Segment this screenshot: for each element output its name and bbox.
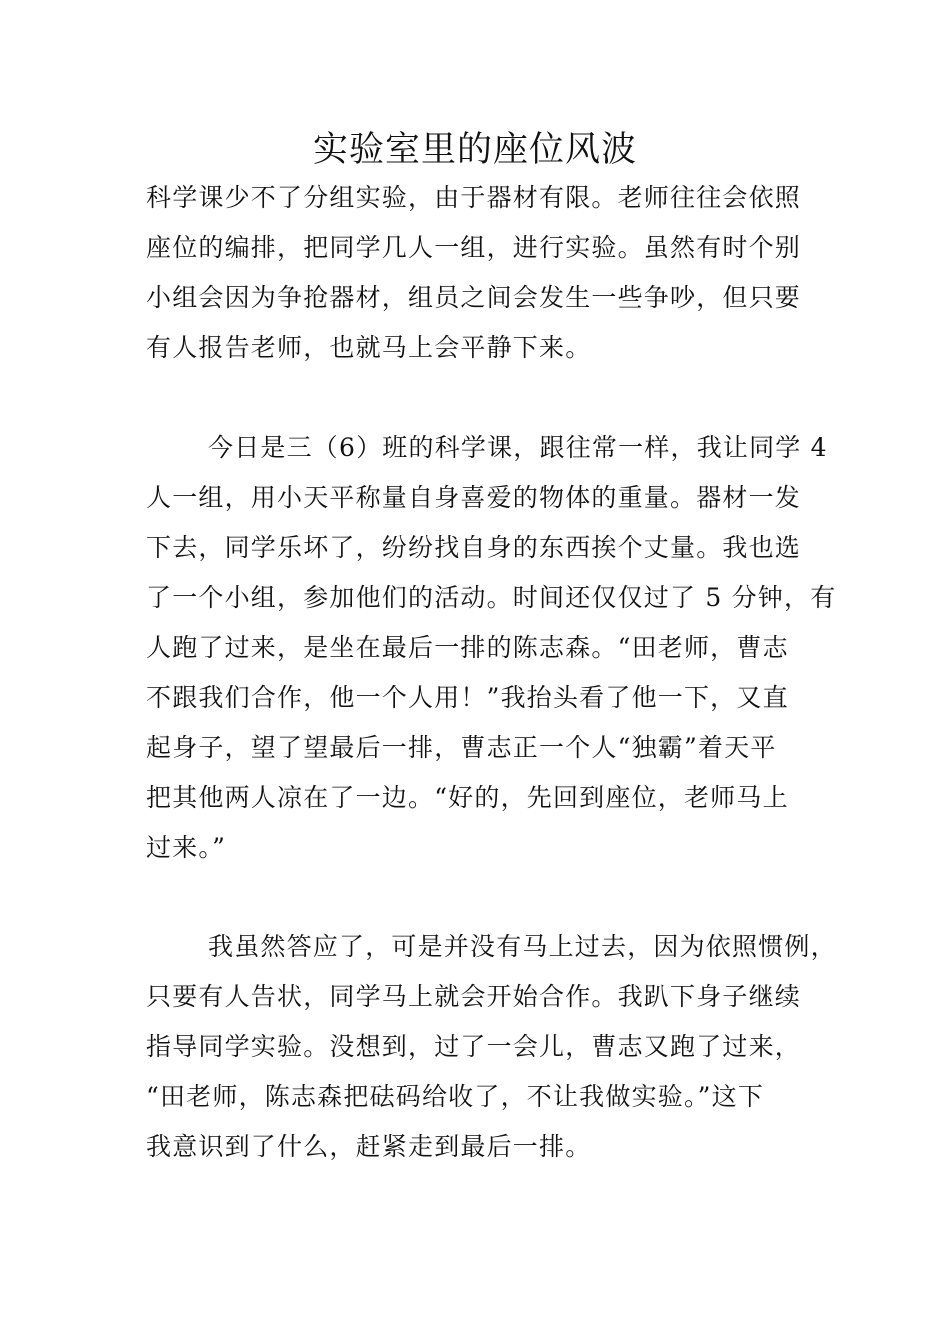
paragraph-line: 有人报告老师，也就马上会平静下来。	[146, 333, 592, 362]
paragraph-line: 科学课少不了分组实验，由于器材有限。老师往往会依照	[146, 183, 802, 212]
document-title: 实验室里的座位风波	[312, 130, 637, 170]
paragraph-line: 了一个小组，参加他们的活动。时间还仅仅过了 5 分钟，有	[146, 583, 837, 612]
paragraph-line: 小组会因为争抢器材，组员之间会发生一些争吵，但只要	[146, 283, 802, 312]
paragraph-line: 我意识到了什么，赶紧走到最后一排。	[146, 1132, 592, 1161]
paragraph-line: 起身子，望了望最后一排，曹志正一个人“独霸”着天平	[146, 733, 777, 762]
paragraph-line: 今日是三（6）班的科学课，跟往常一样，我让同学 4	[208, 433, 828, 462]
paragraph-line: 人跑了过来，是坐在最后一排的陈志森。“田老师，曹志	[146, 633, 789, 662]
paragraph-line: 我虽然答应了，可是并没有马上过去，因为依照惯例，	[208, 932, 837, 961]
paragraph-line: 过来。”	[146, 833, 227, 862]
paragraph-line: 人一组，用小天平称量自身喜爱的物体的重量。器材一发	[146, 483, 802, 512]
paragraph-line: 座位的编排，把同学几人一组，进行实验。虽然有时个别	[146, 233, 802, 262]
paragraph-line: 把其他两人凉在了一边。“好的，先回到座位，老师马上	[146, 783, 789, 812]
paragraph-line: “田老师，陈志森把砝码给收了，不让我做实验。”这下	[146, 1082, 765, 1111]
paragraph-line: 指导同学实验。没想到，过了一会儿，曹志又跑了过来，	[146, 1032, 802, 1061]
paragraph-line: 不跟我们合作，他一个人用！”我抬头看了他一下，又直	[146, 683, 789, 712]
paragraph-line: 只要有人告状，同学马上就会开始合作。我趴下身子继续	[146, 982, 802, 1011]
paragraph-line: 下去，同学乐坏了，纷纷找自身的东西挨个丈量。我也选	[146, 533, 802, 562]
